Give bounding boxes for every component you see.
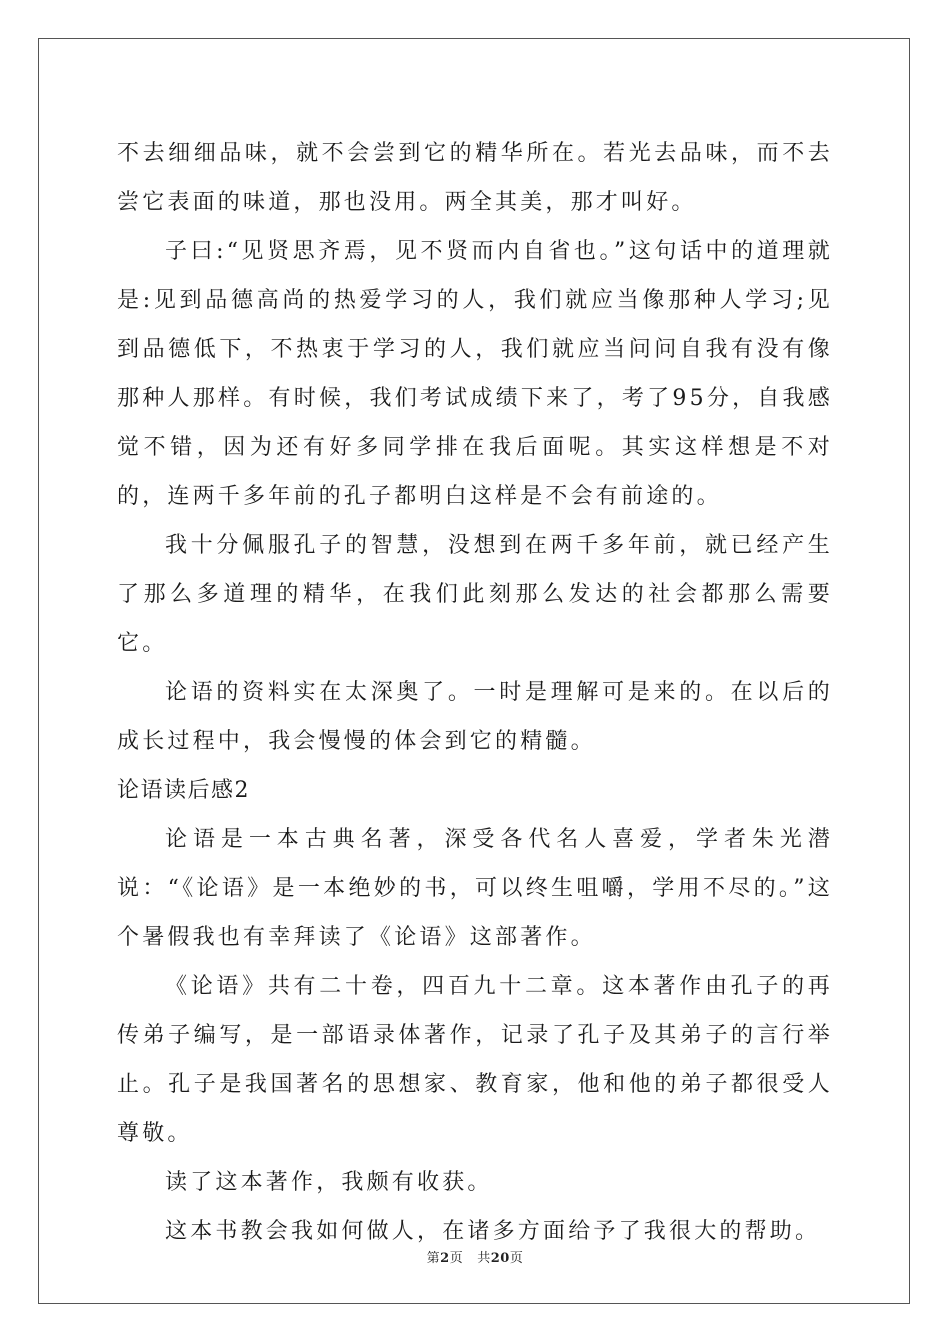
page-footer	[0, 1247, 950, 1266]
paragraph-2: 子曰:“见贤思齐焉，见不贤而内自省也。”这句话中的道理就是:见到品德高尚的热爱学习的人，我们就应当像那种人学习;见到品德低下，不热衷于学习的人，我们就应当问问自我有没有像那种人那样。有时候，我们考试成绩下来了，考了95分，自我感觉不错，因为还有好多同学排在我后面呢。其实这样想是不对的，连两千多年前的孔子都明白这样是不会有前途的。	[117, 239, 833, 509]
footer-page-prefix: 第	[426, 1251, 441, 1266]
paragraph-8: 这本书教会我如何做人，在诸多方面给予了我很大的帮助。	[165, 1219, 821, 1244]
section-heading: 论语读后感2	[117, 778, 250, 803]
document-body	[117, 129, 833, 1256]
paragraph-4: 论语的资料实在太深奥了。一时是理解可是来的。在以后的成长过程中，我会慢慢的体会到它的精髓。	[117, 680, 833, 754]
paragraph-3: 我十分佩服孔子的智慧，没想到在两千多年前，就已经产生了那么多道理的精华，在我们此刻那么发达的社会都那么需要它。	[117, 533, 833, 656]
footer-page-number: 2	[440, 1251, 450, 1266]
footer-total-pages: 20	[490, 1251, 510, 1266]
paragraph-1: 不去细细品味，就不会尝到它的精华所在。若光去品味，而不去尝它表面的味道，那也没用。两全其美，那才叫好。	[117, 141, 833, 215]
footer-total-suffix: 页	[509, 1251, 524, 1266]
footer-page-suffix: 页	[449, 1251, 464, 1266]
footer-total-prefix: 共	[477, 1251, 491, 1266]
paragraph-6: 《论语》共有二十卷，四百九十二章。这本著作由孔子的再传弟子编写，是一部语录体著作，记录了孔子及其弟子的言行举止。孔子是我国著名的思想家、教育家，他和他的弟子都很受人尊敬。	[117, 974, 833, 1146]
paragraph-7: 读了这本著作，我颇有收获。	[165, 1170, 493, 1195]
paragraph-5: 论语是一本古典名著，深受各代名人喜爱，学者朱光潜说：“《论语》是一本绝妙的书，可以终生咀嚼，学用不尽的。”这个暑假我也有幸拜读了《论语》这部著作。	[117, 827, 833, 950]
